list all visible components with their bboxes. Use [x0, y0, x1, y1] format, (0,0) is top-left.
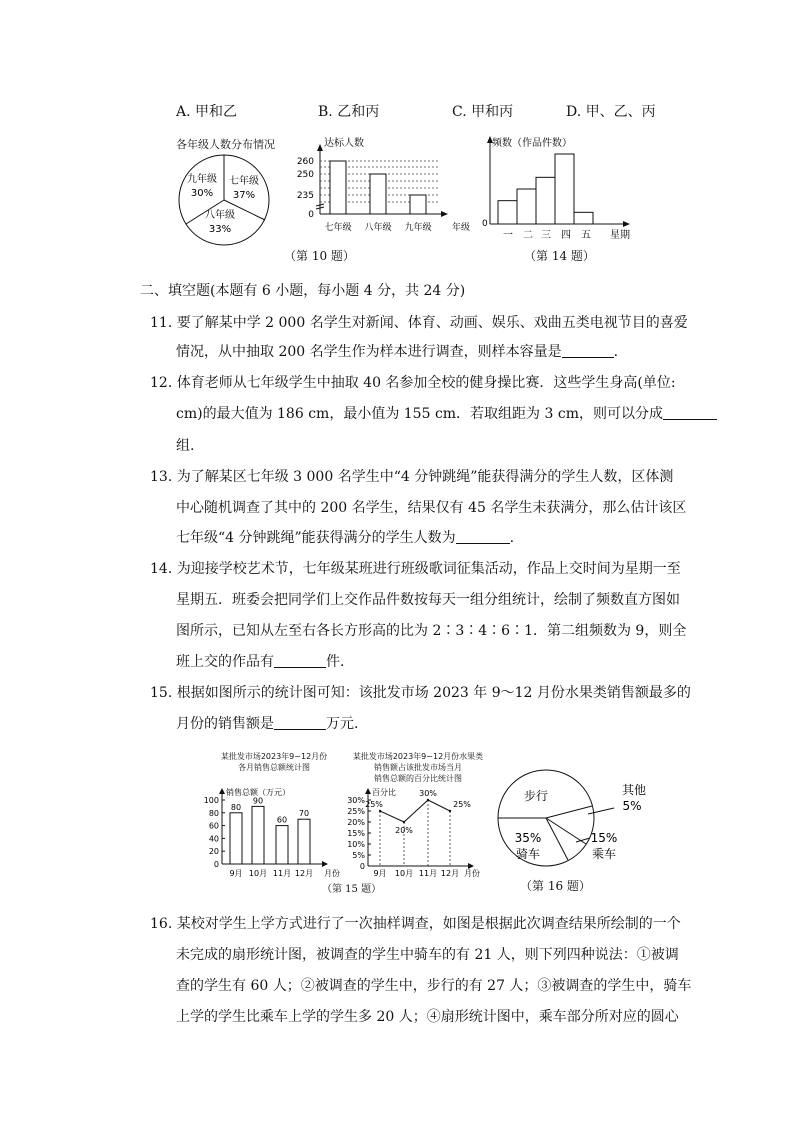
fig15-line-value-4: 25% — [453, 800, 471, 809]
q12-line1: 12. 体育老师从七年级学生中抽取 40 名参加全校的健身操比赛．这些学生身高(单位: — [150, 375, 676, 391]
fig10-bar-ytick-0: 0 — [308, 210, 314, 220]
fig16-caption: （第 16 题） — [520, 879, 591, 893]
fig10-bar-ytick-250: 250 — [296, 170, 314, 180]
fig16-other-leader — [588, 808, 614, 814]
fig15-line-ytick-15: 15% — [347, 829, 365, 838]
fig10-pie-pct-1: 37% — [232, 190, 256, 201]
q14-line4: 班上交的作品有 件. — [176, 654, 345, 670]
fig15-bar-1 — [230, 813, 242, 864]
fig15-line-title: 某批发市场2023年9~12月份水果类 销售额占该批发市场当月 销售总额的百分比统计图 — [352, 752, 484, 783]
fig16-other-label: 其他 — [621, 783, 647, 797]
fig15-line-xcat-4: 12月 — [440, 869, 460, 878]
fig15-bar-3 — [276, 826, 288, 864]
fig15-bar-2 — [252, 806, 264, 864]
fig10-bar-ytick-260: 260 — [296, 157, 314, 167]
q14-line1: 14. 为迎接学校艺术节，七年级某班进行班级歌词征集活动，作品上交时间为星期一至 — [150, 561, 681, 577]
fig16-ride-pct: 35% — [514, 831, 542, 845]
fig15-line-ylabel: 百分比 — [372, 788, 396, 797]
fig14-xlabel-3: 三 — [541, 230, 551, 241]
fig15-bar-title: 某批发市场2023年9~12月份 各月销售总额统计图 — [220, 752, 328, 772]
choice-b: B. 乙和丙 — [318, 104, 380, 120]
fig16-pie-chart — [492, 764, 662, 876]
fig10-pie-label-3: 九年级 — [187, 174, 217, 185]
fig16-pie-divider-2 — [546, 806, 592, 818]
fig10-pie-label-2: 八年级 — [205, 210, 235, 221]
fig10-bar-ytick-235: 235 — [296, 191, 314, 201]
q15-line2: 月份的销售额是 万元. — [176, 716, 359, 732]
fig15-line-ytick-30: 30% — [347, 796, 365, 805]
fig10-bar-xlabel-3: 九年级 — [404, 223, 432, 233]
fig14-bar-5 — [574, 212, 593, 224]
fig15-bar-4 — [298, 819, 310, 864]
choice-d: D. 甲、乙、丙 — [566, 104, 656, 120]
q11-line1: 11. 要了解某中学 2 000 名学生对新闻、体育、动画、娱乐、戏曲五类电视节目的喜爱 — [150, 315, 688, 331]
q12-blank[interactable] — [663, 405, 717, 420]
fig14-xarrow — [623, 221, 630, 227]
q15-blank[interactable] — [274, 715, 326, 730]
fig15-line-point-4 — [449, 810, 451, 812]
q14-line3: 图所示，已知从左至右各长方形高的比为 2∶3∶4∶6∶1．第二组频数为 9，则全 — [176, 623, 687, 639]
fig10-bar-2 — [370, 174, 386, 214]
fig15-line-ytick-5: 5% — [352, 851, 365, 860]
fig10-bar-3 — [410, 195, 426, 214]
fig15-line-ytick-20: 20% — [347, 818, 365, 827]
fig15-line-xcat-2: 10月 — [394, 869, 414, 878]
q14-line2: 星期五．班委会把同学们上交作品件数按每天一组分组统计，绘制了频数直方图如 — [176, 592, 680, 608]
fig14-bar-2 — [517, 189, 536, 224]
q15-line1: 15. 根据如图所示的统计图可知：该批发市场 2023 年 9～12 月份水果类销售额最多的 — [150, 685, 691, 701]
q16-line1: 16. 某校对学生上学方式进行了一次抽样调查，如图是根据此次调查结果所绘制的一个 — [150, 916, 681, 932]
fig10-bar-ylabel: 达标人数 — [324, 138, 364, 149]
fig15-bar-xcat-4: 12月 — [294, 869, 314, 878]
fig15-bar-xcat-3: 11月 — [272, 869, 292, 878]
fig14-bar-3 — [536, 177, 555, 224]
fig15-bar-chart — [200, 786, 340, 878]
fig15-line-value-2: 20% — [395, 826, 413, 835]
q13-line2: 中心随机调查了其中的 200 名学生，结果仅有 45 名学生未获满分，那么估计该区 — [176, 500, 687, 516]
fig10-bar-xlabel-1: 七年级 — [324, 223, 352, 233]
fig15-bar-ytick-20: 20 — [208, 847, 219, 857]
fig16-pie-divider-3 — [546, 818, 586, 844]
fig16-ride-label: 骑车 — [515, 847, 541, 861]
fig15-bar-xarrow — [322, 861, 328, 867]
fig10-bar-1 — [330, 161, 346, 214]
fig15-line-xlabel: 月份 — [464, 869, 480, 878]
fig15-line-ytick-10: 10% — [347, 840, 365, 849]
fig10-pie-chart — [176, 154, 276, 246]
fig15-bar-xcat-1: 9月 — [229, 869, 243, 878]
fig10-bar-xlabel: 年级 — [452, 223, 471, 233]
fig15-line-point-3 — [427, 799, 429, 801]
fig14-xlabel: 星期 — [610, 230, 630, 241]
fig15-line-chart — [346, 786, 486, 878]
fig15-bar-ytick-60: 60 — [208, 821, 219, 831]
fig10-bar-xlabel-2: 八年级 — [364, 223, 392, 233]
fig15-line-ytick-25: 25% — [347, 807, 365, 816]
fig14-xlabel-2: 二 — [523, 230, 533, 241]
fig15-line-series-path — [380, 800, 450, 822]
fig16-bus-pct: 15% — [590, 831, 618, 845]
fig15-caption: （第 15 题） — [322, 884, 382, 895]
q12-line3: 组. — [176, 438, 195, 454]
fig15-bar-value-4: 70 — [298, 809, 310, 819]
fig14-origin: 0 — [482, 219, 488, 229]
fig15-line-value-3: 30% — [419, 789, 437, 798]
q11-line2: 情况，从中抽取 200 名学生作为样本进行调查，则样本容量是 . — [176, 344, 619, 360]
fig14-histogram — [476, 132, 646, 244]
fig14-xlabel-4: 四 — [561, 230, 571, 241]
fig15-line-point-2 — [403, 821, 405, 823]
q13-line1: 13. 为了解某区七年级 3 000 名学生中“4 分钟跳绳”能获得满分的学生人数，区体测 — [150, 469, 674, 485]
fig15-bar-value-2: 90 — [252, 796, 264, 806]
q12-line2: cm)的最大值为 186 cm，最小值为 155 cm．若取组距为 3 cm，则可以分成 — [176, 404, 717, 424]
fig16-pie-divider-4 — [546, 818, 568, 860]
q13-line3: 七年级“4 分钟跳绳”能获得满分的学生人数为 . — [176, 530, 515, 546]
section-heading: 二、填空题(本题有 6 小题，每小题 4 分，共 24 分) — [140, 283, 466, 299]
q16-line2: 未完成的扇形统计图，被调查的学生中骑车的有 21 人，则下列四种说法：①被调 — [176, 947, 679, 963]
q13-blank[interactable] — [456, 529, 510, 544]
fig10-bar-yarrow — [317, 144, 323, 151]
choice-c: C. 甲和丙 — [452, 104, 514, 120]
fig14-ylabel: 频数（作品件数） — [492, 138, 572, 149]
fig10-pie-pct-3: 30% — [190, 188, 214, 199]
fig15-bar-value-3: 60 — [276, 815, 288, 825]
fig15-line-xcat-1: 9月 — [373, 869, 387, 878]
fig15-bar-ylabel: 销售总额（万元） — [226, 788, 290, 797]
fig15-line-point-1 — [379, 810, 381, 812]
fig10-pie-title: 各年级人数分布情况 — [176, 138, 275, 151]
fig16-walk-label: 步行 — [523, 789, 549, 803]
fig15-line-xcat-3: 11月 — [418, 869, 438, 878]
fig14-bar-4 — [555, 154, 574, 224]
fig15-line-yarrow — [365, 788, 371, 794]
fig15-bar-value-1: 80 — [230, 802, 242, 812]
fig15-bar-ytick-100: 100 — [203, 796, 219, 805]
fig14-xlabel-5: 五 — [581, 230, 591, 241]
fig16-other-pct: 5% — [622, 799, 642, 813]
q16-line3: 查的学生有 60 人；②被调查的学生中，步行的有 27 人；③被调查的学生中，骑车 — [176, 978, 692, 994]
fig15-bar-xlabel: 月份 — [324, 869, 340, 878]
fig14-bar-1 — [498, 201, 517, 224]
fig14-xlabel-1: 一 — [503, 230, 513, 241]
fig10-bar-xarrow — [441, 211, 448, 217]
fig16-bus-label: 乘车 — [591, 847, 617, 861]
q16-line4: 上学的学生比乘车上学的学生多 20 人；④扇形统计图中，乘车部分所对应的圆心 — [176, 1009, 679, 1025]
fig14-caption: （第 14 题） — [524, 249, 595, 263]
fig15-bar-xcat-2: 10月 — [248, 869, 268, 878]
fig15-bar-ytick-40: 40 — [208, 834, 219, 844]
fig15-bar-ytick-80: 80 — [208, 808, 219, 818]
fig15-bar-yarrow — [219, 788, 225, 794]
fig15-line-value-1: 25% — [365, 800, 383, 809]
q14-blank[interactable] — [274, 653, 326, 668]
fig10-pie-label-1: 七年级 — [229, 176, 259, 187]
fig15-bar-ytick-0: 0 — [213, 860, 219, 869]
q11-blank[interactable] — [562, 343, 614, 358]
fig10-bar-chart — [294, 134, 474, 238]
fig10-pie-pct-2: 33% — [208, 224, 232, 235]
choice-a: A. 甲和乙 — [176, 104, 238, 120]
fig10-caption: （第 10 题） — [284, 249, 355, 263]
fig15-line-ytick-0: 0 — [359, 862, 365, 871]
